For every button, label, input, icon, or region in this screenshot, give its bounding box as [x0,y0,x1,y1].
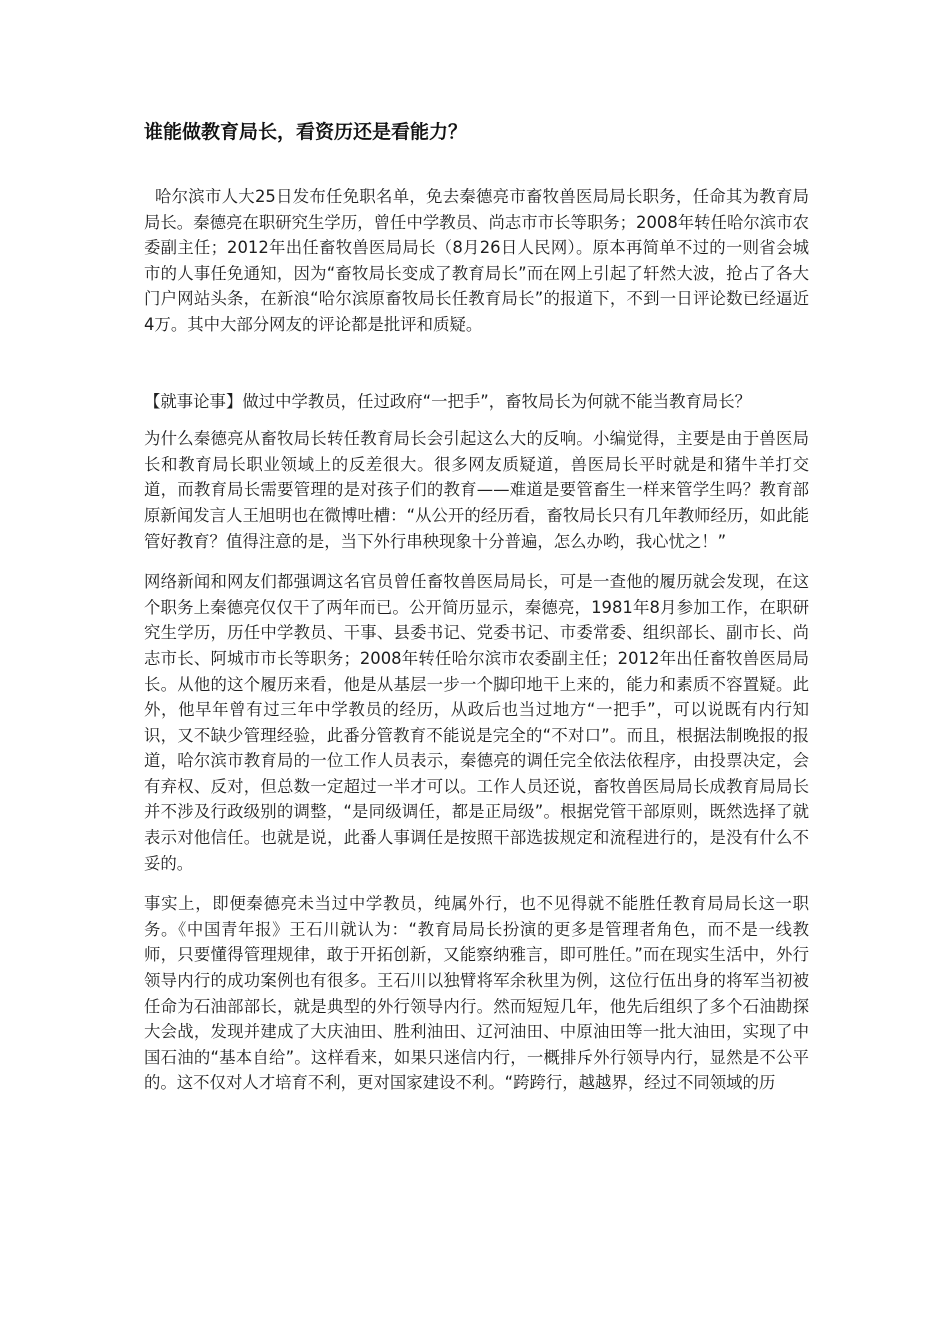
document-page [144,118,809,1111]
lead-paragraph: 哈尔滨市人大25日发布任免职名单，免去秦德亮市畜牧兽医局局长职务，任命其为教育局局长。秦德亮在职研究生学历，曾任中学教员、尚志市市长等职务；2008年转任哈尔滨市农委副主任；2012年出任畜牧兽医局局长（8月26日人民网）。原本再简单不过的一则省会城市的人事任免通知，因为“畜牧局长变成了教育局长”而在网上引起了轩然大波，抢占了各大门户网站头条，在新浪“哈尔滨原畜牧局长任教育局长”的报道下，不到一日评论数已经逼近4万。其中大部分网友的评论都是批评和质疑。 [144,187,809,334]
section-headline: 【就事论事】做过中学教员，任过政府“一把手”，畜牧局长为何就不能当教育局长？ [144,391,752,411]
body-paragraph-1: 为什么秦德亮从畜牧局长转任教育局长会引起这么大的反响。小编觉得，主要是由于兽医局长和教育局长职业领域上的反差很大。很多网友质疑道，兽医局长平时就是和猪牛羊打交道，而教育局长需要管理的是对孩子们的教育——难道是要管畜生一样来管学生吗？教育部原新闻发言人王旭明也在微博吐槽：“从公开的经历看，畜牧局长只有几年教师经历，如此能管好教育？值得注意的是，当下外行串秧现象十分普遍，怎么办哟，我心忧之！” [144,429,809,551]
body-paragraph-2: 网络新闻和网友们都强调这名官员曾任畜牧兽医局局长，可是一查他的履历就会发现，在这个职务上秦德亮仅仅干了两年而已。公开简历显示，秦德亮，1981年8月参加工作，在职研究生学历，历任中学教员、干事、县委书记、党委书记、市委常委、组织部长、副市长、尚志市长、阿城市市长等职务；2008年转任哈尔滨市农委副主任；2012年出任畜牧兽医局局长。从他的这个履历来看，他是从基层一步一个脚印地干上来的，能力和素质不容置疑。此外，他早年曾有过三年中学教员的经历，从政后也当过地方“一把手”，可以说既有内行知识，又不缺少管理经验，此番分管教育不能说是完全的“不对口”。而且，根据法制晚报的报道，哈尔滨市教育局的一位工作人员表示，秦德亮的调任完全依法依程序，由投票决定，会有弃权、反对，但总数一定超过一半才可以。工作人员还说，畜牧兽医局局长成教育局局长并不涉及行政级别的调整，“是同级调任，都是正局级”。根据党管干部原则，既然选择了就表示对他信任。也就是说，此番人事调任是按照干部选拔规定和流程进行的，是没有什么不妥的。 [144,572,809,873]
body-paragraph-3: 事实上，即便秦德亮未当过中学教员，纯属外行，也不见得就不能胜任教育局局长这一职务。《中国青年报》王石川就认为：“教育局局长扮演的更多是管理者角色，而不是一线教师，只要懂得管理规律，敢于开拓创新，又能察纳雅言，即可胜任。”而在现实生活中，外行领导内行的成功案例也有很多。王石川以独臂将军余秋里为例，这位行伍出身的将军当初被任命为石油部部长，就是典型的外行领导内行。然而短短几年，他先后组织了多个石油勘探大会战，发现并建成了大庆油田、胜利油田、辽河油田、中原油田等一批大油田，实现了中国石油的“基本自给”。这样看来，如果只迷信内行，一概排斥外行领导内行，显然是不公平的。这不仅对人才培育不利，更对国家建设不利。“跨跨行，越越界，经过不同领域的历 [144,894,809,1093]
article-title: 谁能做教育局长，看资历还是看能力？ [144,121,468,143]
